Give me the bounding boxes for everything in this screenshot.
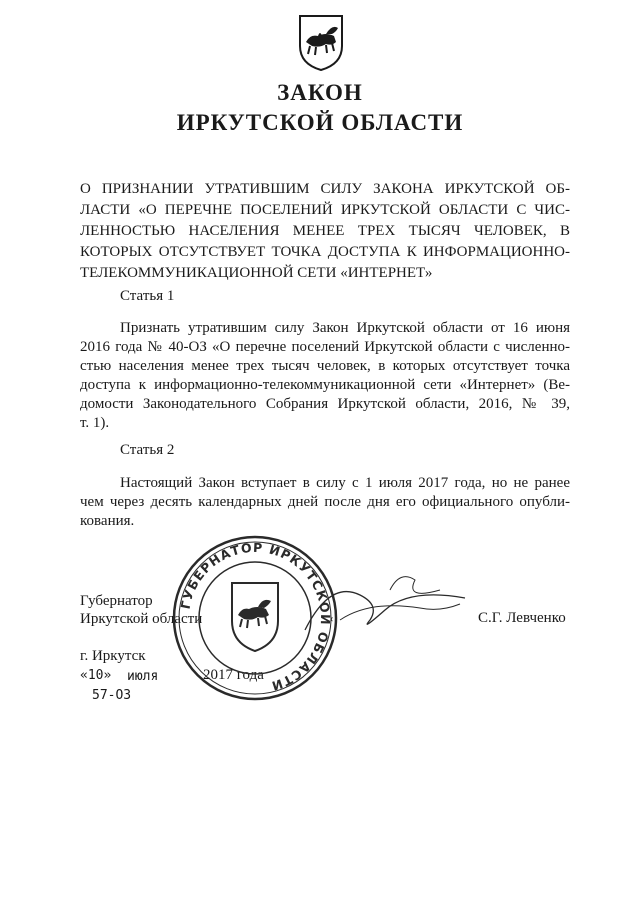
article-2-heading: Статья 2 xyxy=(120,442,175,458)
signer-position: Губернатор xyxy=(80,593,153,609)
irkutsk-coat-of-arms-icon xyxy=(296,12,346,72)
law-subject xyxy=(80,179,570,284)
subject-line: ТЕЛЕКОММУНИКАЦИОННОЙ СЕТИ «ИНТЕРНЕТ» xyxy=(80,265,433,281)
paragraph-line: Настоящий Закон вступает в силу с 1 июля 2017 года, но не ранее xyxy=(120,475,570,491)
law-region: ИРКУТСКОЙ ОБЛАСТИ xyxy=(176,110,464,135)
law-title: ЗАКОН xyxy=(277,80,363,105)
subject-line: КОТОРЫХ ОТСУТСТВУЕТ ТОЧКА ДОСТУПА К ИНФОРМАЦИОННО- xyxy=(80,244,570,260)
law-number: 57-ОЗ xyxy=(92,688,132,703)
signer-name: С.Г. Левченко xyxy=(478,610,566,626)
subject-line: О ПРИЗНАНИИ УТРАТИВШИМ СИЛУ ЗАКОНА ИРКУТСКОЙ ОБ- xyxy=(80,181,570,197)
paragraph-line: доступа к информационно-телекоммуникационной сети «Интернет» (Ве- xyxy=(80,377,570,393)
paragraph-line: кования. xyxy=(80,513,135,529)
paragraph-line: домости Законодательного Собрания Иркутской области, 2016, № 39, xyxy=(80,396,570,412)
signing-city: г. Иркутск xyxy=(80,648,146,664)
subject-line: ЛАСТИ «О ПЕРЕЧНЕ ПОСЕЛЕНИЙ ИРКУТСКОЙ ОБЛАСТИ С ЧИС- xyxy=(80,202,570,218)
subject-line: ЛЕННОСТЬЮ НАСЕЛЕНИЯ МЕНЕЕ ТРЕХ ТЫСЯЧ ЧЕЛОВЕК, В xyxy=(80,223,570,239)
article-1-text xyxy=(80,319,570,433)
paragraph-line: чем через десять календарных дней после дня его официального опубли- xyxy=(80,494,570,510)
article-2-text xyxy=(80,474,570,531)
paragraph-line: Признать утратившим силу Закон Иркутской области от 16 июня xyxy=(120,320,570,336)
signer-region: Иркутской области xyxy=(80,611,203,627)
article-1-heading: Статья 1 xyxy=(120,288,175,304)
signing-day: «10» xyxy=(80,668,112,683)
signing-year: 2017 года xyxy=(203,667,264,683)
handwritten-signature-icon xyxy=(300,560,470,640)
signing-month: июля xyxy=(127,669,159,684)
paragraph-line: т. 1). xyxy=(80,415,110,431)
seal-text: ГУБЕРНАТОР ИРКУТСКОЙ ОБЛАСТИ xyxy=(177,539,334,694)
paragraph-line: стью населения менее трех тысяч человек, в которых отсутствует точка xyxy=(80,358,570,374)
paragraph-line: 2016 года № 40-ОЗ «О перечне поселений Иркутской области с численно- xyxy=(80,339,570,355)
